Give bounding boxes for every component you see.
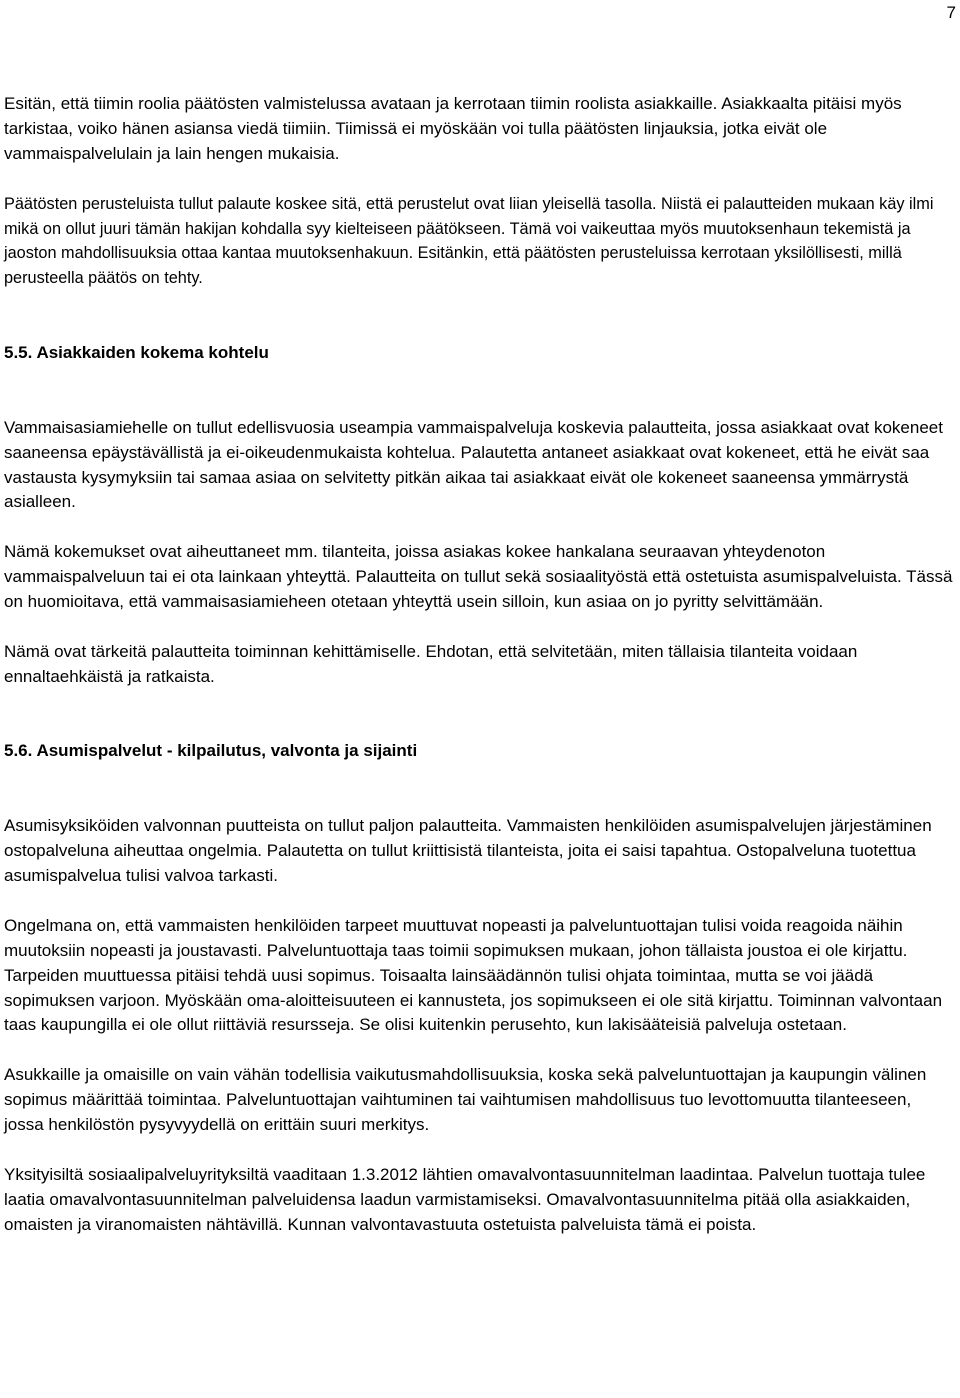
document-body xyxy=(4,92,954,1238)
section-heading-5-6: 5.6. Asumispalvelut - kilpailutus, valvonta ja sijainti xyxy=(4,741,418,761)
paragraph-5-6-supervision: Asumisyksiköiden valvonnan puutteista on tullut paljon palautteita. Vammaisten henkilöiden asumispalvelujen järjestäminen ostopalveluna aiheuttaa ongelmia. Palautetta on tullut kriittisistä tilanteista, joita ei saisi tapahtua. Ostopalveluna tuotettua asumispalvelua tulisi valvoa tarkasti. xyxy=(4,816,932,885)
paragraph-5-5-feedback: Vammaisasiamiehelle on tullut edellisvuosia useampia vammaispalveluja koskevia palautteita, jossa asiakkaat ovat kokeneet saaneensa epäystävällistä ja ei-oikeudenmukaista kohtelua. Palautetta antaneet asiakkaat ovat kokeneet, että he eivät saa vastausta kysymyksiin tai samaa asiaa on selvitetty pitkän aikaa tai asiakkaat eivät ole kokeneet saaneensa ymmärrystä asialleen. xyxy=(4,417,943,512)
paragraph-intro-justifications: Päätösten perusteluista tullut palaute koskee sitä, että perustelut ovat liian yleisellä tasolla. Niistä ei palautteiden mukaan käy ilmi mikä on ollut juuri tämän hakijan kohdalla syy kielteiseen päätökseen. Tämä voi vaikeuttaa myös muutoksenhaun tekemistä ja jaoston mahdollisuuksia ottaa kantaa muutoksenhakuun. Esitänkin, että päätösten perusteluissa kerrotaan yksilöllisesti, millä perusteella päätös on tehty. xyxy=(4,194,934,288)
paragraph-5-6-self-monitoring: Yksityisiltä sosiaalipalveluyrityksiltä vaaditaan 1.3.2012 lähtien omavalvontasuunnitelman laadintaa. Palvelun tuottaja tulee laatia omavalvontasuunnitelman palveluidensa laadun varmistamiseksi. Omavalvontasuunnitelma pitää olla asiakkaiden, omaisten ja viranomaisten nähtävillä. Kunnan valvontavastuuta ostetuista palveluista tämä ei poista. xyxy=(4,1164,926,1234)
paragraph-5-6-residents: Asukkaille ja omaisille on vain vähän todellisia vaikutusmahdollisuuksia, koska sekä palveluntuottajan ja kaupungin välinen sopimus määrittää toimintaa. Palveluntuottajan vaihtuminen tai vaihtumisen mahdollisuus tuo levottomuutta tilanteeseen, jossa henkilöstön pysyvyydellä on erittäin suuri merkitys. xyxy=(4,1065,927,1135)
paragraph-5-6-problem: Ongelmana on, että vammaisten henkilöiden tarpeet muuttuvat nopeasti ja palveluntuottajan tulisi voida reagoida näihin muutoksiin nopeasti ja joustavasti. Palveluntuottaja taas toimii sopimuksen mukaan, johon tällaista joustoa ei ole kirjattu. Tarpeiden muuttuessa pitäisi tehdä uusi sopimus. Toisaalta lainsäädännön tulisi ohjata toimintaa, mutta se voi jäädä sopimuksen varjoon. Myöskään oma-aloitteisuuteen ei kannusteta, jos sopimukseen ei ole sitä kirjattu. Toiminnan valvontaan taas kaupungilla ei ole ollut riittäviä resursseja. Se olisi kuitenkin perusehto, kun lakisääteisiä palveluja ostetaan. xyxy=(4,915,943,1035)
section-heading-5-5: 5.5. Asiakkaiden kokema kohtelu xyxy=(4,343,269,363)
paragraph-intro-role: Esitän, että tiimin roolia päätösten valmistelussa avataan ja kerrotaan tiimin roolista asiakkaille. Asiakkaalta pitäisi myös tarkistaa, voiko hänen asiansa viedä tiimiin. Tiimissä ei myöskään voi tulla päätösten linjauksia, jotka eivät ole vammaispalvelulain ja lain hengen mukaisia. xyxy=(4,94,902,163)
paragraph-5-5-proposal: Nämä ovat tärkeitä palautteita toiminnan kehittämiselle. Ehdotan, että selvitetään, miten tällaisia tilanteita voidaan ennaltaehkäistä ja ratkaista. xyxy=(4,641,858,686)
paragraph-5-5-experiences: Nämä kokemukset ovat aiheuttaneet mm. tilanteita, joissa asiakas kokee hankalana seuraavan yhteydenoton vammaispalveluun tai ei ota lainkaan yhteyttä. Palautteita on tullut sekä sosiaalityöstä että ostetuista asumispalveluista. Tässä on huomioitava, että vammaisasiamieheen otetaan yhteyttä usein silloin, kun asiaa on jo pyritty selvittämään. xyxy=(4,542,953,612)
page-number: 7 xyxy=(946,3,956,22)
